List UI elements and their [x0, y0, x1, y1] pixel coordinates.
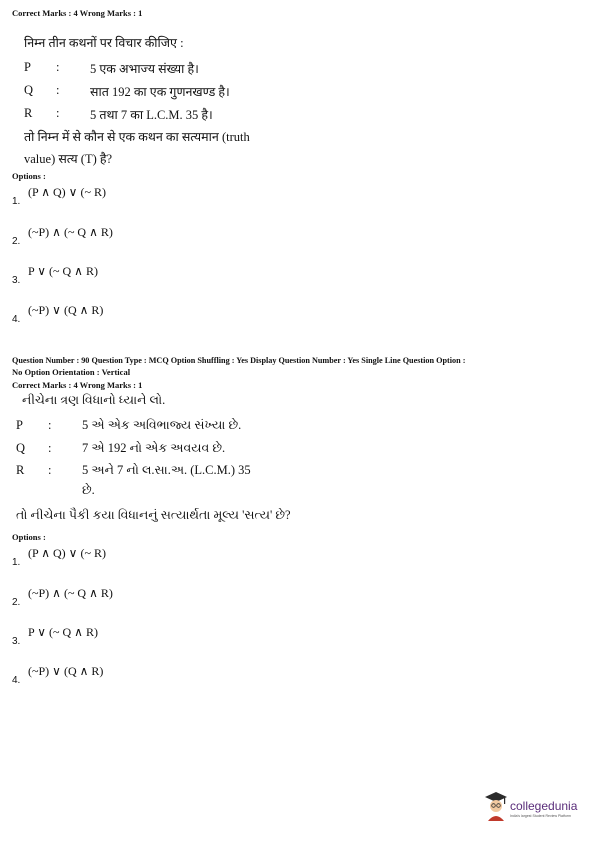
options-label: Options : — [12, 171, 46, 181]
option-number: 2. — [12, 236, 21, 247]
statement-sep: : — [48, 418, 52, 432]
option-number: 3. — [12, 275, 21, 286]
option-expression: (P ∧ Q) ∨ (~ R) — [28, 546, 106, 560]
logo-tagline: India's largest Student Review Platform — [510, 814, 571, 818]
statement-sep: : — [56, 60, 60, 74]
question-text: तो निम्न में से कौन से एक कथन का सत्यमान (truth — [24, 130, 250, 144]
statement-sep: : — [56, 83, 60, 97]
statement-label: P — [16, 418, 23, 432]
collegedunia-logo — [484, 790, 584, 826]
option-expression: P ∨ (~ Q ∧ R) — [28, 625, 98, 639]
option-expression: (~P) ∧ (~ Q ∧ R) — [28, 586, 113, 600]
statement-label: R — [16, 463, 25, 477]
marks-line: Correct Marks : 4 Wrong Marks : 1 — [12, 8, 143, 18]
statement-label: Q — [16, 441, 26, 455]
question-text: તો નીચેના પૈકી કયા વિધાનનું સત્યાર્થતા મૂલ્ય 'સત્ય' છે? — [16, 508, 291, 522]
statement-sep: : — [48, 441, 52, 455]
option-number: 2. — [12, 597, 21, 608]
statement-text: 5 અને 7 નો લ.સા.અ. (L.C.M.) 35 — [82, 463, 251, 477]
options-label: Options : — [12, 532, 46, 542]
statement-sep: : — [56, 106, 60, 120]
statement-text: 5 एक अभाज्य संख्या है। — [90, 62, 199, 76]
question-intro: निम्न तीन कथनों पर विचार कीजिए : — [24, 36, 184, 50]
statement-label: P — [24, 60, 31, 74]
option-expression: (~P) ∨ (Q ∧ R) — [28, 664, 104, 678]
option-number: 1. — [12, 557, 21, 568]
statement-text: सात 192 का एक गुणनखण्ड है। — [90, 85, 230, 99]
option-expression: P ∨ (~ Q ∧ R) — [28, 264, 98, 278]
question-header: No Option Orientation : Vertical — [12, 367, 131, 377]
statement-text: 5 तथा 7 का L.C.M. 35 है। — [90, 108, 213, 122]
option-number: 4. — [12, 314, 21, 325]
statement-continuation: છે. — [82, 483, 95, 497]
option-expression: (~P) ∨ (Q ∧ R) — [28, 303, 104, 317]
statement-text: 7 એ 192 નો એક અવયવ છે. — [82, 441, 226, 455]
option-number: 4. — [12, 675, 21, 686]
question-header: Question Number : 90 Question Type : MCQ Option Shuffling : Yes Display Question Number : Yes Single Line Question Option : — [12, 356, 466, 365]
option-number: 3. — [12, 636, 21, 647]
statement-label: Q — [24, 83, 34, 97]
statement-sep: : — [48, 463, 52, 477]
option-number: 1. — [12, 196, 21, 207]
statement-text: 5 એ એક અવિભાજ્ય સંખ્યા છે. — [82, 418, 242, 432]
marks-line: Correct Marks : 4 Wrong Marks : 1 — [12, 380, 143, 390]
option-expression: (~P) ∧ (~ Q ∧ R) — [28, 225, 113, 239]
logo-wordmark: collegedunia — [510, 799, 578, 813]
question-intro: નીચેના ત્રણ વિધાનો ધ્યાને લો. — [22, 393, 166, 407]
question-text: value) सत्य (T) है? — [24, 152, 113, 166]
option-expression: (P ∧ Q) ∨ (~ R) — [28, 185, 106, 199]
graduate-mascot-icon — [484, 790, 508, 822]
statement-label: R — [24, 106, 33, 120]
